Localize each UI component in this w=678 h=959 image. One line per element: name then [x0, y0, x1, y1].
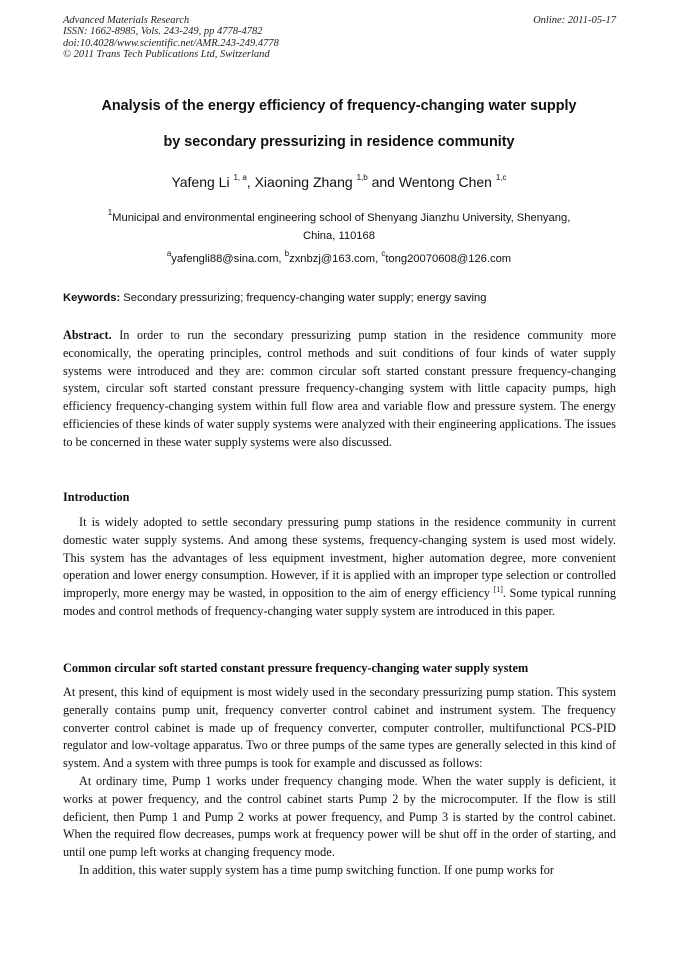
email-c-marker: c — [381, 249, 386, 259]
author-2-affil: 1,b — [356, 173, 368, 183]
journal-doi: doi:10.4028/www.scientific.net/AMR.243-249.4778 — [63, 37, 279, 49]
affiliation — [60, 209, 618, 245]
abstract — [63, 327, 616, 452]
journal-name: Advanced Materials Research — [63, 15, 190, 26]
keywords — [63, 290, 616, 306]
email-a-marker: a — [166, 249, 172, 259]
email-b-marker: b — [284, 249, 290, 259]
title-line-2: by secondary pressurizing in residence community — [163, 134, 515, 150]
section-1-paragraph-3: In addition, this water supply system has a time pump switching function. If one pump works for — [79, 862, 554, 877]
introduction-paragraph — [63, 514, 616, 621]
email-a: yafengli88@sina.com, — [171, 253, 285, 265]
author-emails — [40, 251, 638, 267]
author-list — [40, 173, 638, 191]
affiliation-marker: 1 — [107, 208, 113, 218]
journal-header — [63, 15, 616, 60]
affiliation-line-2: China, 110168 — [303, 230, 375, 242]
title-line-1: Analysis of the energy efficiency of frequency-changing water supply — [101, 98, 577, 114]
section-1-paragraph-2: At ordinary time, Pump 1 works under frequency changing mode. When the water supply is deficient, it works at power frequency, and the control cabinet starts Pump 2 by the microcomputer. If the flow is still deficient, then Pump 1 and Pump 2 works at power frequency, and Pump 3 is started by the control cabinet. When the required flow decreases, pumps work at frequency power will be shut off in the order of starting, and until one pump left works at changing frequency mode. — [63, 773, 616, 860]
abstract-label: Abstract. — [63, 328, 112, 342]
affiliation-line-1: Municipal and environmental engineering school of Shenyang Jianzhu University, Shenyang, — [112, 212, 571, 224]
introduction-text-2: . Some typical running modes and control methods of frequency-changing water supply system are introduced in this paper. — [63, 586, 616, 618]
email-b: zxnbzj@163.com, — [289, 253, 382, 265]
author-1-name: Yafeng Li — [171, 174, 234, 190]
journal-issn: ISSN: 1662-8985, Vols. 243-249, pp 4778-4782 — [63, 26, 263, 38]
author-2-name: , Xiaoning Zhang — [246, 174, 357, 190]
keywords-text: Secondary pressurizing; frequency-changing water supply; energy saving — [120, 292, 487, 304]
citation-1: [1] — [493, 585, 503, 595]
online-date: Online: 2011-05-17 — [533, 15, 616, 26]
introduction-heading: Introduction — [63, 490, 130, 504]
author-3-name: and Wentong Chen — [367, 174, 496, 190]
section-1-body — [63, 684, 616, 880]
paper-title — [40, 88, 638, 160]
section-1-heading: Common circular soft started constant pressure frequency-changing water supply system — [63, 661, 529, 675]
keywords-label: Keywords: — [63, 292, 121, 304]
journal-copyright: © 2011 Trans Tech Publications Ltd, Switzerland — [63, 48, 270, 60]
introduction-text-1: It is widely adopted to settle secondary pressuring pump stations in the residence community in current domestic water supply systems. And among these systems, frequency-changing system is used most widely. This system has the advantages of less equipment investment, higher automation degree, more convenient operation and lower energy consumption. However, if it is applied with an improper type selection or controlled improperly, more energy may be wasted, in opposition to the aim of energy efficiency — [63, 515, 616, 601]
author-3-affil: 1,c — [495, 173, 507, 183]
introduction-body — [63, 514, 616, 621]
section-1-paragraph-1: At present, this kind of equipment is most widely used in the secondary pressurizing pump station. This system generally contains pump unit, frequency converter control cabinet and instrument system. The frequency converter control cabinet is made up of frequency converter, computer controller, multifunctional PCS-PID regulator and low-voltage apparatus. Two or three pumps of the same types are generally selected in this kind of system. And a system with three pumps is took for example and discussed as follows: — [63, 685, 616, 771]
abstract-text: In order to run the secondary pressurizing pump station in the residence community more economically, the operating principles, control methods and suit conditions of four kinds of water supply systems were introduced and they are: common circular soft started constant pressure frequency-changing system, circular soft started constant pressure frequency-changing system with little capacity pumps, high efficiency frequency-changing system within full flow area and variable flow and pressure system. The energy efficiencies of these kinds of water supply systems were analyzed with their engineering applications. The issues to be concerned in these water supply systems were also discussed. — [63, 328, 616, 449]
email-c: tong20070608@126.com — [385, 253, 512, 265]
author-1-affil: 1, a — [233, 173, 247, 183]
